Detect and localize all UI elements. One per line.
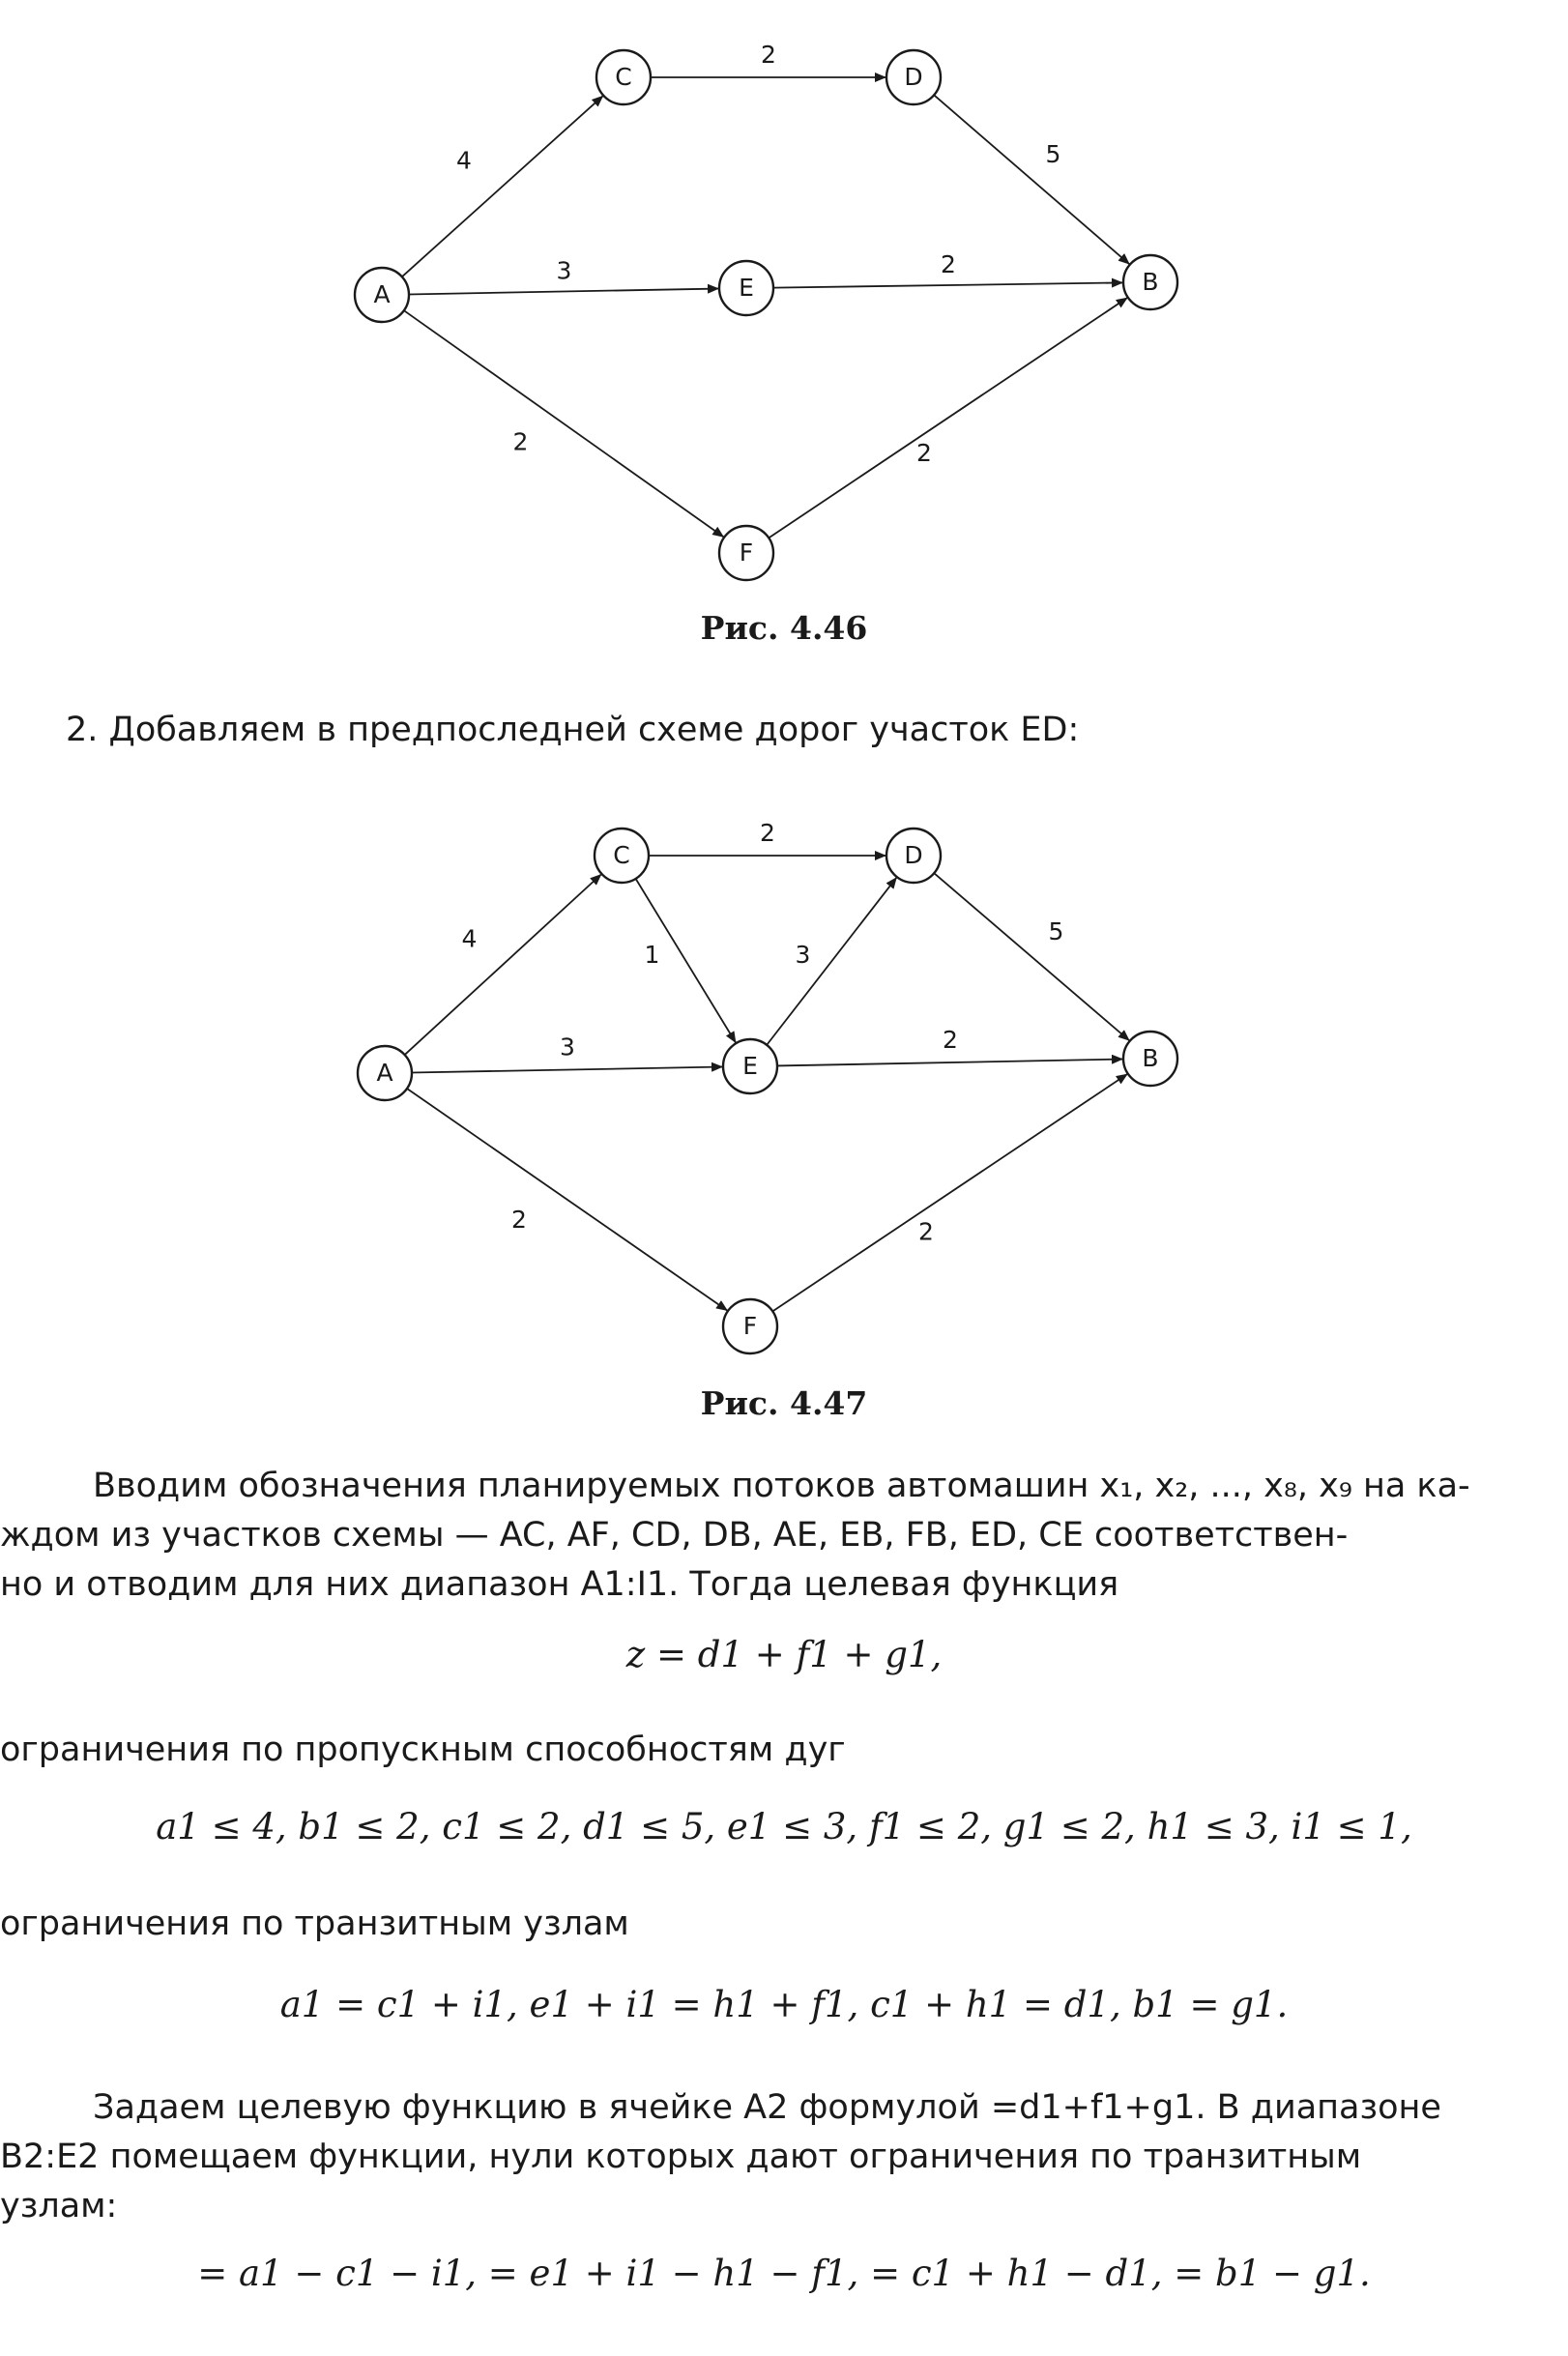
node-b bbox=[1123, 255, 1177, 309]
intro-line-1: Вводим обозначения планируемых потоков автомашин x₁, x₂, ..., x₈, x₉ на ка- bbox=[93, 1467, 1470, 1505]
node-label-c: C bbox=[615, 63, 632, 91]
node-c bbox=[595, 829, 649, 883]
edge-label-e-b: 2 bbox=[941, 250, 956, 278]
formula-capacity: a1 ≤ 4, b1 ≤ 2, c1 ≤ 2, d1 ≤ 5, e1 ≤ 3, f1 ≤ 2, g1 ≤ 2, h1 ≤ 3, i1 ≤ 1, bbox=[156, 1806, 1412, 1847]
node-label-a: A bbox=[376, 1059, 393, 1087]
node-e bbox=[719, 261, 773, 315]
edge-label-a-e: 3 bbox=[556, 256, 572, 285]
edge-f-b bbox=[772, 1074, 1127, 1311]
edge-label-a-c: 4 bbox=[461, 924, 478, 953]
step2-text: 2. Добавляем в предпоследней схеме дорог участок ED: bbox=[66, 711, 1080, 749]
edge-e-d bbox=[767, 878, 896, 1045]
edge-e-b bbox=[773, 282, 1122, 287]
formula-transit: a1 = c1 + i1, e1 + i1 = h1 + f1, c1 + h1 = d1, b1 = g1. bbox=[279, 1984, 1289, 2025]
capacity-constraints-label: ограничения по пропускным способностям дуг bbox=[0, 1731, 846, 1769]
final-line-2: B2:E2 помещаем функции, нули которых дают ограничения по транзитным bbox=[0, 2138, 1362, 2176]
edge-label-f-b: 2 bbox=[916, 439, 932, 467]
node-f bbox=[719, 526, 773, 580]
node-a bbox=[355, 268, 409, 322]
node-label-a: A bbox=[373, 280, 391, 308]
intro-line-2: ждом из участков схемы — AC, AF, CD, DB, AE, EB, FB, ED, CE соответствен- bbox=[0, 1516, 1349, 1555]
edge-label-c-d: 2 bbox=[761, 41, 776, 69]
node-label-f: F bbox=[742, 1312, 758, 1340]
node-label-b: B bbox=[1142, 268, 1159, 296]
node-a bbox=[358, 1046, 412, 1100]
node-d bbox=[886, 829, 941, 883]
edge-label-a-e: 3 bbox=[560, 1033, 575, 1062]
edge-label-f-b: 2 bbox=[918, 1217, 934, 1246]
edge-a-c bbox=[402, 96, 603, 276]
graph-diagram-4-46 bbox=[0, 0, 1568, 599]
figure-caption-4-47: Рис. 4.47 bbox=[700, 1384, 868, 1422]
edge-d-b bbox=[934, 873, 1129, 1040]
figure-4-47 bbox=[0, 783, 1568, 1363]
figure-4-46 bbox=[0, 0, 1568, 599]
node-f bbox=[723, 1299, 777, 1353]
node-label-d: D bbox=[904, 63, 923, 91]
node-label-c: C bbox=[613, 841, 630, 869]
transit-constraints-label: ограничения по транзитным узлам bbox=[0, 1905, 629, 1943]
edge-label-a-f: 2 bbox=[512, 427, 529, 456]
edge-label-d-b: 5 bbox=[1045, 140, 1061, 168]
edge-label-e-d: 3 bbox=[795, 941, 811, 969]
node-label-d: D bbox=[904, 841, 923, 869]
node-c bbox=[596, 50, 651, 104]
node-e bbox=[723, 1039, 777, 1093]
final-line-1: Задаем целевую функцию в ячейке A2 формулой =d1+f1+g1. В диапазоне bbox=[93, 2088, 1441, 2127]
node-label-e: E bbox=[739, 274, 754, 302]
formula-final: = a1 − c1 − i1, = e1 + i1 − h1 − f1, = c1 + h1 − d1, = b1 − g1. bbox=[197, 2253, 1371, 2294]
edge-label-c-e: 1 bbox=[644, 941, 660, 969]
edge-d-b bbox=[934, 95, 1129, 264]
edge-label-d-b: 5 bbox=[1048, 917, 1064, 945]
edge-label-c-d: 2 bbox=[760, 819, 775, 847]
edge-label-e-b: 2 bbox=[943, 1026, 958, 1054]
node-label-f: F bbox=[739, 538, 754, 567]
edge-a-c bbox=[405, 875, 601, 1055]
edge-e-b bbox=[777, 1060, 1122, 1066]
edge-a-e bbox=[412, 1067, 722, 1073]
edge-f-b bbox=[769, 298, 1127, 538]
node-label-b: B bbox=[1142, 1044, 1159, 1072]
edge-label-a-f: 2 bbox=[511, 1206, 527, 1234]
edge-a-f bbox=[404, 310, 723, 537]
formula-objective: z = d1 + f1 + g1, bbox=[625, 1634, 943, 1675]
edge-a-e bbox=[409, 289, 718, 295]
edge-a-f bbox=[407, 1089, 727, 1311]
final-line-3: узлам: bbox=[0, 2187, 118, 2225]
intro-line-3: но и отводим для них диапазон A1:I1. Тогда целевая функция bbox=[0, 1565, 1119, 1604]
figure-caption-4-46: Рис. 4.46 bbox=[700, 609, 868, 647]
node-d bbox=[886, 50, 941, 104]
edge-label-a-c: 4 bbox=[456, 146, 472, 175]
graph-diagram-4-47 bbox=[0, 783, 1568, 1363]
node-label-e: E bbox=[742, 1052, 758, 1080]
node-b bbox=[1123, 1032, 1177, 1086]
